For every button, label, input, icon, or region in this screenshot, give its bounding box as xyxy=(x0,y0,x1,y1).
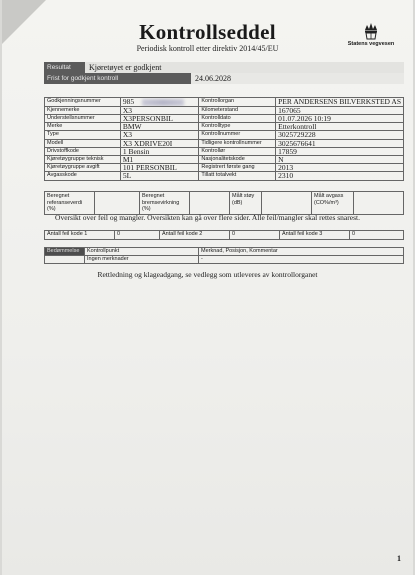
field-value: X3 xyxy=(120,106,198,114)
field-label: Avgasskode xyxy=(45,172,121,180)
checkpoint-cell: Ingen merknader xyxy=(85,256,199,264)
guidance-note: Rettledning og klageadgang, se vedlegg som utleveres av kontrollorganet xyxy=(97,270,318,279)
assessment-header: Bedømmelse xyxy=(45,248,85,256)
field-label: Modell xyxy=(45,139,121,147)
field-label: Registrert første gang xyxy=(199,164,276,172)
field-label: Merke xyxy=(45,123,121,131)
inspection-document xyxy=(2,0,413,575)
assessment-cell xyxy=(45,256,85,264)
vehicle-table xyxy=(44,97,404,181)
noise-label: Målt støy (dB) xyxy=(230,192,262,215)
brake-effect-value xyxy=(190,192,230,215)
field-value: X3PERSONBIL xyxy=(120,114,198,122)
field-label: Drivstoffkode xyxy=(45,147,121,155)
exhaust-value xyxy=(354,192,404,215)
result-row xyxy=(44,62,404,73)
fault-code-1-label: Antall feil kode 1 xyxy=(45,231,115,240)
crown-icon xyxy=(363,22,379,40)
exhaust-label: Målt avgass (CO%/m³) xyxy=(312,192,354,215)
vehicle-row xyxy=(45,131,404,139)
checkpoint-header: Kontrollpunkt xyxy=(85,248,199,256)
field-label: Kjøretøygruppe teknisk xyxy=(45,156,121,164)
field-label: Godkjenningsnummer xyxy=(45,98,121,107)
field-label: Kjennemerke xyxy=(45,106,121,114)
brake-effect-label: Beregnet bremsevirkning (%) xyxy=(140,192,190,215)
reference-value xyxy=(95,192,140,215)
field-value: 1 Bensin xyxy=(120,147,198,155)
field-label: Tidligere kontrollnummer xyxy=(199,139,276,147)
result-value: Kjøretøyet er godkjent xyxy=(85,62,404,73)
deadline-label: Frist for godkjent kontroll xyxy=(44,73,191,84)
field-value: 3025729228 xyxy=(276,131,404,139)
redacted-blur xyxy=(142,99,184,106)
fault-code-2-value: 0 xyxy=(230,231,280,240)
field-value: X3 XDRIVE20I xyxy=(120,139,198,147)
vehicle-row xyxy=(45,114,404,122)
document-title: Kontrollseddel xyxy=(139,20,276,44)
field-label: Kjøretøygruppe avgift xyxy=(45,164,121,172)
field-value: 985 xyxy=(120,98,198,107)
field-label: Kilometerstand xyxy=(199,106,276,114)
field-label: Nasjonalitetskode xyxy=(199,156,276,164)
vehicle-row xyxy=(45,98,404,107)
remark-header: Merknad, Posisjon, Kommentar xyxy=(199,248,404,256)
field-label: Kontrolldato xyxy=(199,114,276,122)
vehicle-row xyxy=(45,172,404,180)
field-label: Tillatt totalvekt xyxy=(199,172,276,180)
fault-code-3-label: Antall feil kode 3 xyxy=(280,231,350,240)
vehicle-row xyxy=(45,106,404,114)
document-subtitle: Periodisk kontroll etter direktiv 2014/45/EU xyxy=(136,44,279,53)
field-value: M1 xyxy=(120,156,198,164)
assessment-table xyxy=(44,247,404,264)
assessment-header-row xyxy=(45,248,404,256)
agency-name: Statens vegvesen xyxy=(347,41,395,47)
fault-count-table xyxy=(44,230,404,240)
fault-code-3-value: 0 xyxy=(350,231,404,240)
field-label: Kontrolltype xyxy=(199,123,276,131)
field-value: 17859 xyxy=(276,147,404,155)
measurement-table xyxy=(44,191,404,215)
vehicle-row xyxy=(45,156,404,164)
deadline-row xyxy=(44,73,404,84)
vehicle-row xyxy=(45,164,404,172)
noise-value xyxy=(262,192,312,215)
field-value: X3 xyxy=(120,131,198,139)
field-value: 101 PERSONBIL xyxy=(120,164,198,172)
field-value: 01.07.2026 10:19 xyxy=(276,114,404,122)
page-number: 1 xyxy=(397,554,401,563)
fault-code-2-label: Antall feil kode 2 xyxy=(160,231,230,240)
field-value: 2013 xyxy=(276,164,404,172)
measurement-row xyxy=(45,192,404,215)
field-value: N xyxy=(276,156,404,164)
overview-note: Oversikt over feil og mangler. Oversikten kan gå over flere sider. Alle feil/mangler skal rettes snarest. xyxy=(55,213,360,222)
remark-cell: - xyxy=(199,256,404,264)
vehicle-row xyxy=(45,139,404,147)
result-panel xyxy=(44,62,404,84)
field-value: 3025676641 xyxy=(276,139,404,147)
field-label: Kontrollorgan xyxy=(199,98,276,107)
vehicle-row xyxy=(45,123,404,131)
reference-value-label: Beregnet referanseverdi (%) xyxy=(45,192,95,215)
field-label: Understellsnummer xyxy=(45,114,121,122)
field-value: 5L xyxy=(120,172,198,180)
assessment-row xyxy=(45,256,404,264)
field-label: Type xyxy=(45,131,121,139)
field-label: Kontrollnummer xyxy=(199,131,276,139)
field-value: PER ANDERSENS BILVERKSTED AS xyxy=(276,98,404,107)
fault-code-1-value: 0 xyxy=(115,231,160,240)
fault-count-row xyxy=(45,231,404,240)
vehicle-row xyxy=(45,147,404,155)
deadline-value: 24.06.2028 xyxy=(191,73,404,84)
result-label: Resultat xyxy=(44,62,85,73)
field-value: 167065 xyxy=(276,106,404,114)
field-label: Kontrollør xyxy=(199,147,276,155)
field-value: Etterkontroll xyxy=(276,123,404,131)
field-value: BMW xyxy=(120,123,198,131)
agency-logo xyxy=(346,22,396,47)
field-value: 2310 xyxy=(276,172,404,180)
